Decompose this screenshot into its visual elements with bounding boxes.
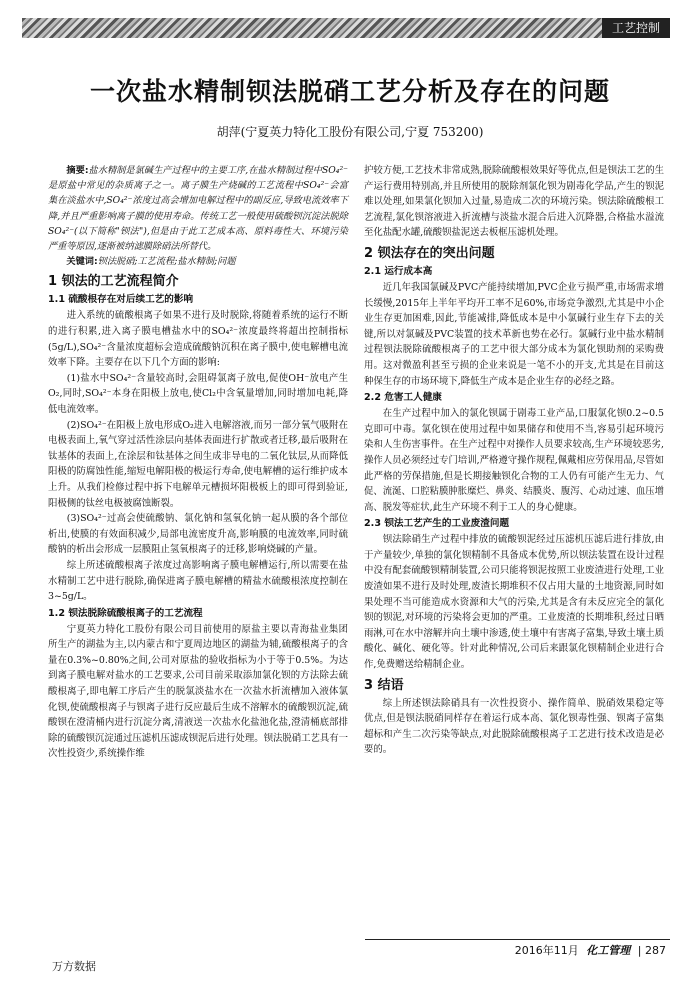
subsection-heading-2-3: 2.3 钡法工艺产生的工业废渣问题 bbox=[364, 518, 510, 530]
paragraph: 综上所述钡法除硝具有一次性投资小、操作简单、脱硝效果稳定等优点,但是钡法脱硝同样存在着运行成本高、氯化钡毒性强、钡离子富集超标和产生二次污染等缺点,对此脱除硫酸根离子工艺进行技术改造是必要的。 bbox=[364, 697, 664, 756]
page-footer: 2016年11月 化工管理 | 287 bbox=[514, 944, 666, 957]
paragraph: (3)SO₄²⁻过高会使硫酸钠、氯化钠和氢氧化钠一起从膜的各个部位析出,使膜的有效面积减少,局部电流密度升高,影响膜的电流效率,同时硫酸钠的析出会形成一层膜阻止氢氧根离子的迁移,影响烧碱的产量。 bbox=[48, 513, 348, 556]
footer-date: 2016年11月 bbox=[514, 944, 579, 957]
right-column bbox=[364, 163, 664, 758]
section-heading-2: 2 钡法存在的突出问题 bbox=[364, 245, 495, 261]
subsection-heading-1-1: 1.1 硫酸根存在对后续工艺的影响 bbox=[48, 294, 194, 306]
subsection-heading-2-1: 2.1 运行成本高 bbox=[364, 265, 433, 277]
abstract bbox=[48, 163, 348, 269]
section-heading-1: 1 钡法的工艺流程简介 bbox=[48, 274, 179, 290]
subsection-heading-1-2: 1.2 钡法脱除硫酸根离子的工艺流程 bbox=[48, 607, 203, 619]
paragraph: (1)盐水中SO₄²⁻含量较高时,会阻碍氯离子放电,促使OH⁻放电产生O₂,同时,SO₄²⁻本身在阳极上放电,使Cl₂中含氧量增加,同时增加电耗,降低电流效率。 bbox=[48, 372, 348, 415]
paragraph: 近几年我国氯碱及PVC产能持续增加,PVC企业亏损严重,市场需求增长缓慢,2015年上半年平均开工率不足60%,市场竞争激烈,尤其是中小企业生存更加困难,因此,节能减排,降低成本是中小氯碱行业生存下去的关键,所以对氯碱及PVC装置的技术革新也势在必行。氯碱行业中盐水精制过程钡法脱除硫酸根离子的工艺中很大部分成本为氯化钡助剂的采购费用。这对微盈利甚至亏损的企业来说是一笔不小的开支,尤其是在目前这种保生存的市场环境下,降低生产成本是企业生存的必经之路。 bbox=[364, 281, 664, 387]
footer-rule bbox=[365, 939, 670, 940]
left-column bbox=[48, 163, 348, 762]
paragraph: (2)SO₄²⁻在阳极上放电形成O₂进入电解溶液,而另一部分氧气吸附在电极表面上,氧气穿过活性涂层向基体表面进行扩散或者迁移,最后吸附在钛基体的表面上,在涂层和钛基体之间生成非导电的二氧化钛层,从而降低阳极的防腐蚀性能,缩短电解阳极的极运行寿命,使电解槽的运行维护成本上升。从我们检修过程中拆下电解单元槽损坏阳极板上的即可得到验证,阳极侧的钛丝电极被腐蚀断裂。 bbox=[48, 419, 348, 509]
page-number: 287 bbox=[645, 944, 666, 957]
article-title: 一次盐水精制钡法脱硝工艺分析及存在的问题 bbox=[89, 77, 610, 106]
paragraph: 综上所述硫酸根离子浓度过高影响离子膜电解槽运行,所以需要在盐水精制工艺中进行脱除,确保进离子膜电解槽的精盐水硫酸根浓度控制在3~5g/L。 bbox=[48, 559, 348, 603]
keywords: 钡法脱硝;工艺流程;盐水精制;问题 bbox=[97, 256, 236, 268]
section-banner bbox=[22, 18, 670, 38]
keywords-label: 关键词: bbox=[66, 256, 98, 268]
paragraph: 护较方便,工艺技术非常成熟,脱除硫酸根效果好等优点,但是钡法工艺的生产运行费用特别高,并且所使用的脱除剂氯化钡为剧毒化学品,产生的钡泥难以处理,如果氯化钡加入过量,易造成二次的环境污染。钡法除硫酸根工艺流程,氯化钡溶液进入折流槽与淡盐水混合后进入沉降器,合格盐水溢流至化盐配水罐,硫酸钡盐泥送去板框压滤机处理。 bbox=[364, 165, 664, 239]
paragraph: 在生产过程中加入的氯化钡属于剧毒工业产品,口服氯化钡0.2~0.5克即可中毒。氯化钡在使用过程中如果储存和使用不当,容易引起环境污染和人生伤害事件。在生产过程中对操作人员要求较高,生产环境较恶劣,操作人员必须经过专门培训,严格遵守操作规程,佩戴相应劳保用品,尽管如此严格的劳保措施,但是长期接触钡化合物的工人仍有可能产生无力、气促、流涎、口腔粘膜肿胀糜烂、鼻炎、结膜炎、腹泻、心动过速、血压增高、脱发等症状,此生产环境不利于工人的身心健康。 bbox=[364, 408, 665, 513]
abstract-text: 盐水精制是氯碱生产过程中的主要工序,在盐水精制过程中SO₄²⁻是原盐中常见的杂质离子之一。离子膜生产烧碱的工艺流程中SO₄²⁻会富集在淡盐水中,SO₄²⁻浓度过高会增加电解过程中的副反应,导致电流效率下降,并且严重影响离子膜的使用寿命。传统工艺一般使用硫酸钡沉淀法脱除SO₄²⁻(以下简称"钡法"),但是由于此工艺成本高、原料毒性大、环境污染严重等原因,逐渐被纳滤膜除硝法所替代。 bbox=[48, 165, 348, 253]
watermark: 万方数据 bbox=[52, 960, 96, 973]
subsection-heading-2-2: 2.2 危害工人健康 bbox=[364, 392, 442, 404]
paragraph: 进入系统的硫酸根离子如果不进行及时脱除,将随着系统的运行不断的进行积累,进入离子膜电槽盐水中的SO₄²⁻浓度最终将超出控制指标(5g/L),SO₄²⁻含量浓度超标会造成硫酸钠沉积在离子膜中,使电解槽电流效率下降。主要存在以下几个方面的影响: bbox=[48, 310, 348, 369]
section-heading-3: 3 结语 bbox=[364, 677, 404, 693]
magazine-name: 化工管理 bbox=[586, 944, 631, 957]
section-tag: 工艺控制 bbox=[602, 18, 670, 38]
paragraph: 宁夏英力特化工股份有限公司目前使用的原盐主要以青海盐业集团所生产的湖盐为主,以内蒙古和宁夏周边地区的湖盐为辅,硫酸根离子的含量在0.3%~0.80%之间,公司对原盐的验收指标为小于等于0.5%。为达到离子膜电解对盐水的工艺要求,公司目前采取添加氯化钡的方法除去硫酸根离子,即电解工序后产生的脱氯淡盐水在一次盐水折流槽加入液体氯化钡,使硫酸根离子与钡离子进行反应最后生成不溶解水的硫酸钡沉淀,硫酸钡在澄清桶内进行沉淀分离,清液送一次盐水化盐池化盐,澄清桶底部排除的硫酸钡沉淀通过压滤机压滤成钡泥后进行处理。钡法脱硝工艺具有一次性投资少,系统操作维 bbox=[48, 623, 349, 760]
abstract-label: 摘要: bbox=[66, 165, 89, 176]
author-line: 胡萍(宁夏英力特化工股份有限公司,宁夏 753200) bbox=[216, 125, 484, 139]
paragraph: 钡法除硝生产过程中排放的硫酸钡泥经过压滤机压滤后进行排放,由于产量较少,单独的氯化钡精制不具备成本优势,所以钡法装置在设计过程中没有配套硫酸钡精制装置,公司只能将钡泥按照工业废渣进行处理,工业废渣如果不进行及时处理,废渣长期堆积不仅占用大量的土地资源,同时如果处理不当可能造成水资源和大气的污染,尤其是含有未反应完全的氯化钡的钡泥,对环境的污染将会更加的严重。工业废渣的长期堆积,经过日晒雨淋,可在水中溶解并向土壤中渗透,使土壤中有害离子富集,导致土壤土质酸化、碱化、硬化等。针对此种情况,公司后来跟氯化钡精制企业进行合作,免费赠送给精制企业。 bbox=[364, 534, 664, 671]
